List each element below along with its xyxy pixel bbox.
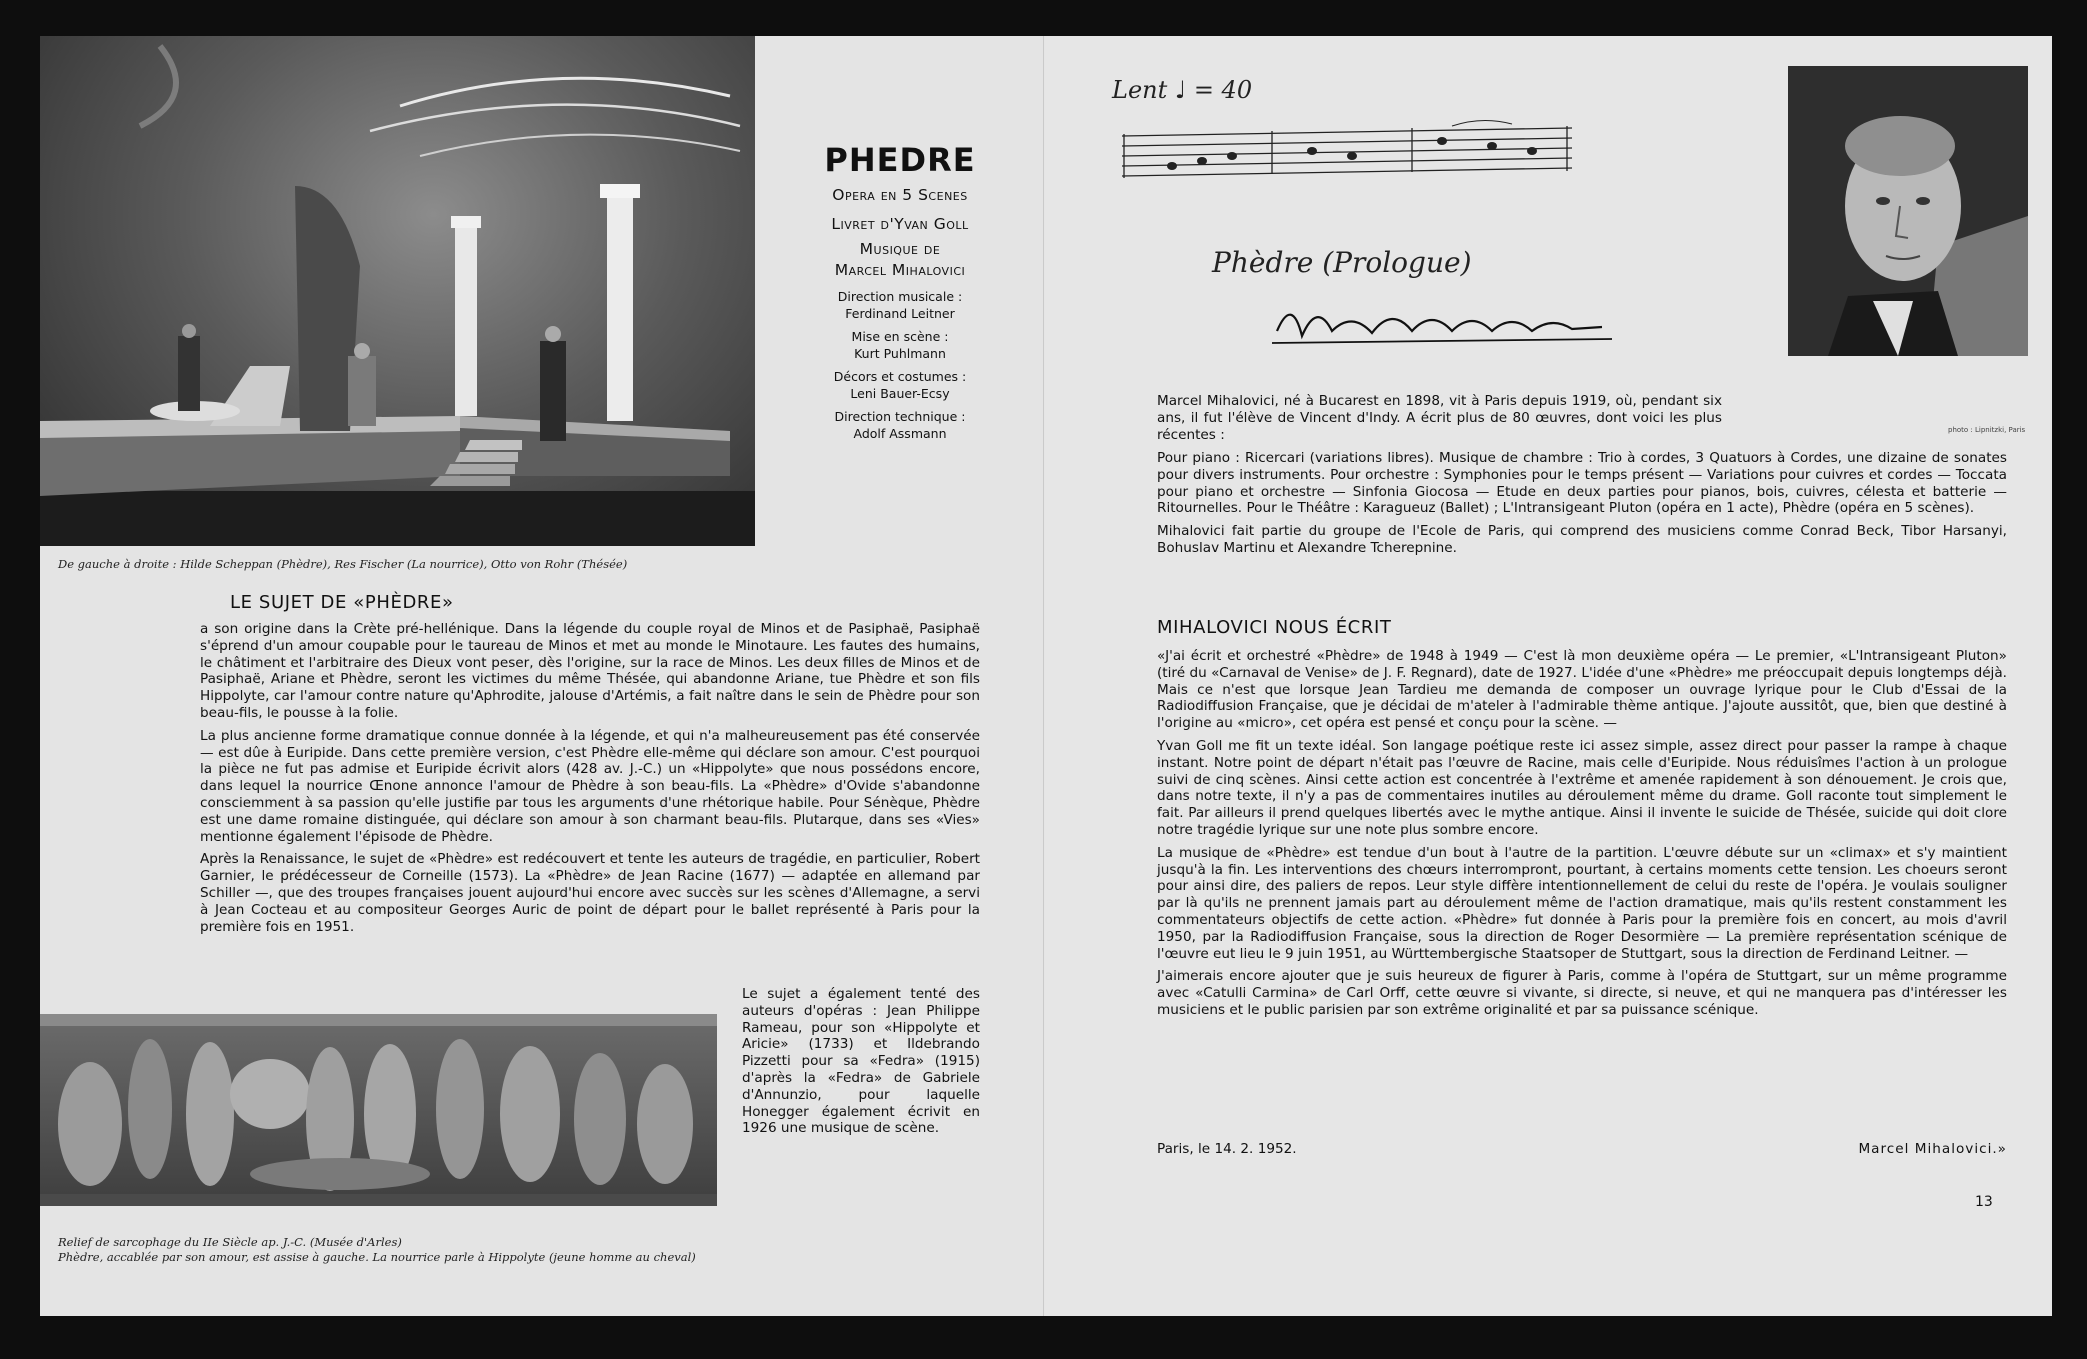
composer-photo: [1788, 66, 2028, 356]
portrait-illustration: [1788, 66, 2028, 356]
credit-name: Ferdinand Leitner: [845, 306, 955, 321]
signoff: Marcel Mihalovici.»: [1858, 1141, 2007, 1157]
title-block: [755, 141, 1045, 448]
score-staff: [1112, 116, 1582, 226]
letter-body: [1157, 648, 2007, 1025]
composer-signature: [1272, 291, 1632, 351]
opera-title: PHEDRE: [824, 141, 976, 179]
letter-paragraph-3: La musique de «Phèdre» est tendue d'un bout à l'autre de la partition. L'œuvre débute sur un «climax» et s'y maintient jusqu'à la fin. Les interventions des chœurs interrompront, pourtant, à certains moments cette tension. Les choeurs seront pour ainsi dire, des paliers de repos. Leur style diffère intentionnellement de celui du reste de l'opéra. Je voulais souligner par là qu'ils ne prennent jamais part au déroulement même de l'action dramatique, mais qu'ils restent constamment les commentateurs objectifs de cette action. «Phèdre» fut donnée à Paris pour la première fois en concert, au mois d'avril 1950, par la Radiodiffusion Française, sous la direction de Roger Desormière — La première représentation scénique de l'œuvre eut lieu le 9 juin 1951, au Württembergische Staatsoper de Stuttgart, sous la direction de Ferdinand Leitner. —: [1157, 844, 2007, 962]
groupe-paragraph: Mihalovici fait partie du groupe de l'Ecole de Paris, qui comprend des musiciens comme Conrad Beck, Tibor Harsanyi, Bohuslav Martinu et Alexandre Tcherepnine.: [1157, 523, 2007, 556]
letter-paragraph-2: Yvan Goll me fit un texte idéal. Son langage poétique reste ici assez simple, assez direct pour passer la rampe à chaque instant. Notre point de départ n'était pas l'œuvre de Racine, mais celle d'Euripide. Nous réduisîmes l'action à un prologue suivi de cinq scènes. Ainsi cette action est concentrée à l'extrême et amenée rapidement à son dénouement. Je crois que, dans notre texte, il n'y a pas de commentaires inutiles au déroulement même du drame. Goll raconte tout simplement le fait. Par ailleurs il prend quelques libertés avec le mythe antique. Ainsi il invente le suicide de Thésée, suicide qui doit clore notre tragédie lyrique sur une note plus sombre encore.: [1157, 737, 2007, 838]
score-tempo: Lent ♩ = 40: [1112, 76, 1253, 104]
stage-caption: De gauche à droite : Hilde Scheppan (Phèdre), Res Fischer (La nourrice), Otto von Rohr (Thésée): [58, 557, 628, 571]
right-body-top: [1157, 450, 2007, 563]
sarcophagus-photo: [40, 1014, 717, 1206]
score-title: Phèdre (Prologue): [1212, 246, 1472, 279]
page-number: 13: [1975, 1194, 1993, 1210]
section-heading-sujet: LE SUJET DE «PHÈDRE»: [230, 592, 454, 613]
credit-name: Adolf Assmann: [853, 426, 947, 441]
musique-label: Musique de: [859, 240, 941, 258]
credits-list: [755, 288, 1045, 442]
works-paragraph: Pour piano : Ricercari (variations libres). Musique de chambre : Trio à cordes, 3 Quatuors à Cordes, une dizaine de sonates pour divers instruments. Pour orchestre : Symphonies pour le temps présent — Variations pour cuivres et cordes — Toccata pour piano et orchestre — Sinfonia Giocosa — Etude en deux parties pour pianos, bois, cuivres, célesta et batterie — Ritournelles. Pour le Théâtre : Karagueuz (Ballet) ; L'Intransigeant Pluton (opéra en 1 acte), Phèdre (opéra en 5 scènes).: [1157, 450, 2007, 517]
sujet-paragraph-3: Après la Renaissance, le sujet de «Phèdre» est redécouvert et tente les auteurs de tragédie, en particulier, Robert Garnier, le prédécesseur de Corneille (1573). La «Phèdre» de Jean Racine (1677) — adaptée en allemand par Schiller —, que des troupes françaises jouent aujourd'hui encore avec succès sur les scènes d'Allemagne, a servi à Jean Cocteau et au compositeur Georges Auric de point de départ pour le ballet représenté à Paris pour la première fois en 1951.: [200, 851, 980, 935]
sujet-paragraph-2: La plus ancienne forme dramatique connue donnée à la légende, et qui n'a malheureusement pas été conservée — est dûe à Euripide. Dans cette première version, c'est Phèdre elle-même qui déclare son amour. C'est pourquoi la pièce ne fut pas admise et Euripide écrivit alors (428 av. J.-C.) un «Hippolyte» que nous possédons encore, dans lequel la nourrice Œnone annonce l'amour de Phèdre à son beau-fils. La «Phèdre» d'Ovide s'abandonne consciemment à sa passion qu'elle justifie par tous les arguments d'une rhétorique habile. Pour Sénèque, Phèdre est une dame romaine distinguée, qui déclare son amour à son charmant beau-fils. Plutarque, dans ses «Vies» mentionne également l'épisode de Phèdre.: [200, 727, 980, 845]
stage-illustration: [40, 36, 755, 546]
bio-intro: Marcel Mihalovici, né à Bucarest en 1898, vit à Paris depuis 1919, où, pendant six ans, il fut l'élève de Vincent d'Indy. A écrit plus de 80 œuvres, dont voici les plus récentes :: [1157, 393, 1722, 443]
handwritten-score: [1112, 76, 1672, 386]
photo-credit: photo : Lipnitzki, Paris: [1948, 426, 2026, 434]
credit-role: Décors et costumes :: [833, 369, 967, 384]
credit-role: Direction musicale :: [837, 289, 963, 304]
sarcophagus-caption: [58, 1235, 758, 1265]
credit-role: Direction technique :: [834, 409, 966, 424]
composer-name: Marcel Mihalovici: [834, 261, 966, 279]
left-body: [200, 621, 980, 941]
relief-illustration: [40, 1014, 717, 1206]
sujet-paragraph-4: Le sujet a également tenté des auteurs d'opéras : Jean Philippe Rameau, pour son «Hippolyte et Aricie» (1733) et Ildebrando Pizzetti pour sa «Fedra» (1915) d'après la «Fedra» de Gabriele d'Annunzio, pour laquelle Honegger également écrivit en 1926 une musique de scène.: [742, 986, 980, 1137]
right-page: [1045, 36, 2052, 1316]
sarcophagus-caption-line-2: Phèdre, accablée par son amour, est assise à gauche. La nourrice parle à Hippolyte (jeune homme au cheval): [58, 1250, 696, 1264]
sarcophagus-caption-line-1: Relief de sarcophage du IIe Siècle ap. J.-C. (Musée d'Arles): [58, 1235, 402, 1249]
place-date: Paris, le 14. 2. 1952.: [1157, 1141, 1297, 1157]
opera-subtitle: Opera en 5 Scenes: [832, 186, 968, 204]
credit-name: Leni Bauer-Ecsy: [850, 386, 950, 401]
section-heading-nous-ecrit: MIHALOVICI NOUS ÉCRIT: [1157, 617, 1392, 638]
stage-photo: [40, 36, 755, 546]
letter-paragraph-4: J'aimerais encore ajouter que je suis heureux de figurer à Paris, comme à l'opéra de Stuttgart, sur un même programme avec «Catulli Carmina» de Carl Orff, cette œuvre si vivante, si directe, si neuve, et qui ne manquera pas d'intéresser les musiciens et le public parisien par son extrême originalité et par sa puissance scénique.: [1157, 968, 2007, 1018]
sujet-paragraph-1: a son origine dans la Crète pré-hellénique. Dans la légende du couple royal de Minos et de Pasiphaë, Pasiphaë s'éprend d'un amour coupable pour le taureau de Minos et met au monde le Minotaure. Les fautes des humains, le châtiment et l'arbitraire des Dieux vont peser, dès l'origine, sur la race de Minos. Les deux filles de Minos et de Pasiphaë, Ariane et Phèdre, seront les victimes du même Thésée, qui abandonne Ariane, tue Phèdre et son fils Hippolyte, car l'amour contre nature qu'Aphrodite, jalouse d'Artémis, a fait naître dans le sein de Phèdre pour son beau-fils, le pousse à la folie.: [200, 621, 980, 721]
letter-paragraph-1: «J'ai écrit et orchestré «Phèdre» de 1948 à 1949 — C'est là mon deuxième opéra — Le premier, «L'Intransigeant Pluton» (tiré du «Carnaval de Venise» de J. F. Regnard), date de 1927. L'idée d'une «Phèdre» me préoccupait depuis longtemps déjà. Mais ce n'est que lorsque Jean Tardieu me demanda de composer un ouvrage lyrique pour le Club d'Essai de la Radiodiffusion Française, que je décidai de m'ateler à l'admirable thème antique. J'ajoute aussitôt, que, bien que destiné à l'origine au «micro», cet opéra est pensé et conçu pour la scène. —: [1157, 648, 2007, 732]
credit-role: Mise en scène :: [851, 329, 949, 344]
livret-line: Livret d'Yvan Goll: [831, 215, 969, 233]
credit-name: Kurt Puhlmann: [854, 346, 946, 361]
left-page: [40, 36, 1045, 1316]
